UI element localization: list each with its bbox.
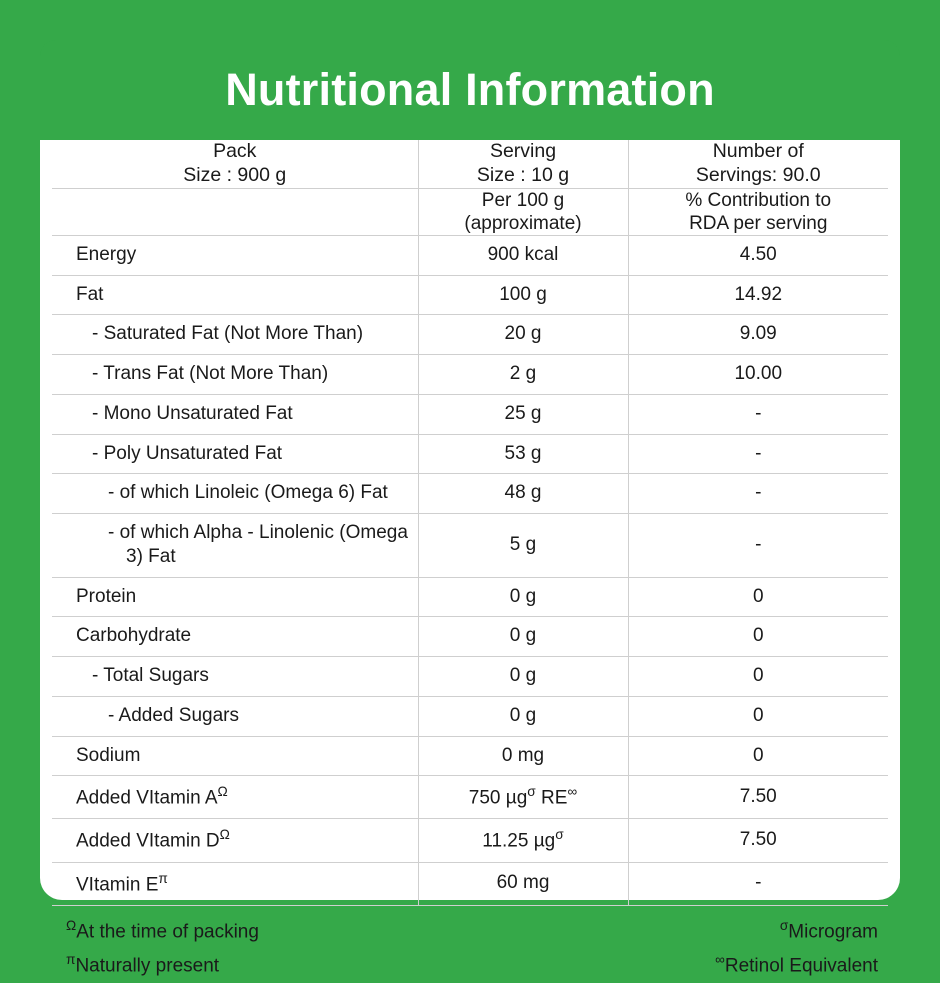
nutrient-value: 48 g <box>418 474 628 514</box>
footnote-microgram-text: Microgram <box>788 920 878 942</box>
nutrient-rda: - <box>628 434 888 474</box>
pack-info-row <box>52 140 888 188</box>
nutrient-rda: 9.09 <box>628 315 888 355</box>
nutrient-rda: - <box>628 514 888 578</box>
nutrient-value <box>418 819 628 862</box>
footnote-marker-infinity: ∞ <box>715 952 725 968</box>
nutrient-label: - Total Sugars <box>52 657 418 697</box>
footnote-marker-omega: Ω <box>66 917 77 933</box>
nutrient-label: - Trans Fat (Not More Than) <box>52 355 418 395</box>
nutrient-label: Protein <box>52 577 418 617</box>
nutrient-rda: 0 <box>628 577 888 617</box>
nutrient-value: 53 g <box>418 434 628 474</box>
nutrient-value: 5 g <box>418 514 628 578</box>
nutrient-value: 60 mg <box>418 862 628 905</box>
nutrient-label <box>52 776 418 819</box>
nutrient-value: 0 g <box>418 617 628 657</box>
footnote-marker-sigma: σ <box>779 917 789 933</box>
nutrient-value: 900 kcal <box>418 235 628 275</box>
table-row <box>52 434 888 474</box>
table-row <box>52 235 888 275</box>
footnote-microgram <box>780 916 878 947</box>
nutrient-label: Energy <box>52 235 418 275</box>
table-row <box>52 315 888 355</box>
column-header-row <box>52 188 888 235</box>
nutrient-value: 25 g <box>418 394 628 434</box>
footnote-marker-pi: π <box>66 952 76 968</box>
nutrient-rda: - <box>628 862 888 905</box>
nutrient-label: Sodium <box>52 736 418 776</box>
nutrient-rda: 0 <box>628 696 888 736</box>
per-100g-line1: Per 100 g <box>481 189 565 211</box>
pack-size-label: Pack <box>213 140 257 162</box>
table-row <box>52 275 888 315</box>
serving-size-label: Serving <box>489 140 557 162</box>
nutrient-label <box>52 474 418 514</box>
nutrient-rda: 10.00 <box>628 355 888 395</box>
column-header-per100g <box>418 188 628 235</box>
nutrient-value: 0 g <box>418 696 628 736</box>
footnote-marker-sigma: σ <box>555 827 564 843</box>
nutrient-label-text: - of which Alpha - Linolenic (Omega 3) Fat <box>108 522 408 567</box>
nutrient-rda: 14.92 <box>628 275 888 315</box>
serving-size-cell <box>418 140 628 188</box>
nutrient-label: - Saturated Fat (Not More Than) <box>52 315 418 355</box>
nutrient-label-text: VItamin E <box>76 873 159 895</box>
nutrient-label: Fat <box>52 275 418 315</box>
nutrient-label-text: Added VItamin A <box>76 787 218 809</box>
nutrient-rda: 4.50 <box>628 235 888 275</box>
table-row <box>52 776 888 819</box>
footnote-packing-text: At the time of packing <box>76 920 259 942</box>
table-row <box>52 862 888 905</box>
nutrient-label: - Added Sugars <box>52 696 418 736</box>
nutrient-rda: 0 <box>628 736 888 776</box>
table-row <box>52 617 888 657</box>
serving-size-value: Size : 10 g <box>476 163 570 186</box>
footnote-marker-sigma: σ <box>527 784 536 800</box>
nutrient-value: 20 g <box>418 315 628 355</box>
nutrient-label-text: - of which Linoleic (Omega 6) Fat <box>108 482 388 504</box>
nutrient-value-text: 750 µg <box>468 787 528 809</box>
nutrient-value: 0 g <box>418 657 628 697</box>
nutrient-rda: 0 <box>628 617 888 657</box>
nutrition-table <box>52 140 888 906</box>
pack-size-cell <box>52 140 418 188</box>
nutrient-value-text: 11.25 µg <box>482 830 556 852</box>
table-row <box>52 819 888 862</box>
table-row <box>52 577 888 617</box>
nutrient-label: - Poly Unsaturated Fat <box>52 434 418 474</box>
nutrition-card <box>40 40 900 977</box>
footnote-marker-pi: π <box>158 870 168 886</box>
table-row <box>52 394 888 434</box>
servings-value: Servings: 90.0 <box>695 163 821 186</box>
servings-label: Number of <box>712 140 804 162</box>
footnote-marker-omega: Ω <box>219 827 230 843</box>
footnote-marker-omega: Ω <box>217 784 228 800</box>
footnote-row-1 <box>52 914 888 949</box>
table-row <box>52 514 888 578</box>
nutrient-rda: 7.50 <box>628 819 888 862</box>
nutrient-label <box>52 514 418 578</box>
column-header-rda <box>628 188 888 235</box>
footnote-retinol-equivalent-text: Retinol Equivalent <box>724 955 878 977</box>
footnote-packing <box>66 916 259 947</box>
table-row <box>52 696 888 736</box>
footnote-retinol-equivalent <box>715 950 878 981</box>
nutrient-rda: 7.50 <box>628 776 888 819</box>
footnote-naturally-present <box>66 950 219 981</box>
title-bar <box>40 40 900 140</box>
footnote-naturally-present-text: Naturally present <box>75 955 220 977</box>
rda-line2: RDA per serving <box>689 212 828 234</box>
rda-line1: % Contribution to <box>685 189 832 211</box>
nutrient-value: 0 mg <box>418 736 628 776</box>
nutrient-label-text: Added VItamin D <box>76 830 220 852</box>
page-title: Nutritional Information <box>225 64 715 115</box>
nutrient-rda: - <box>628 474 888 514</box>
nutrient-value: 100 g <box>418 275 628 315</box>
nutrient-value: 0 g <box>418 577 628 617</box>
nutrient-label: Carbohydrate <box>52 617 418 657</box>
table-row <box>52 736 888 776</box>
footnote-row-2 <box>52 948 888 983</box>
nutrient-value: 2 g <box>418 355 628 395</box>
per-100g-line2: (approximate) <box>464 212 582 234</box>
nutrient-label: - Mono Unsaturated Fat <box>52 394 418 434</box>
nutrient-rda: - <box>628 394 888 434</box>
nutrient-label <box>52 819 418 862</box>
nutrient-value <box>418 776 628 819</box>
table-row <box>52 355 888 395</box>
servings-cell <box>628 140 888 188</box>
footnotes <box>52 914 888 983</box>
nutrient-value-tail: RE <box>535 787 568 809</box>
table-row <box>52 474 888 514</box>
column-header-blank <box>52 188 418 235</box>
pack-size-value: Size : 900 g <box>183 163 287 186</box>
footnote-marker-infinity: ∞ <box>567 784 578 800</box>
table-row <box>52 657 888 697</box>
nutrient-rda: 0 <box>628 657 888 697</box>
nutrient-label <box>52 862 418 905</box>
